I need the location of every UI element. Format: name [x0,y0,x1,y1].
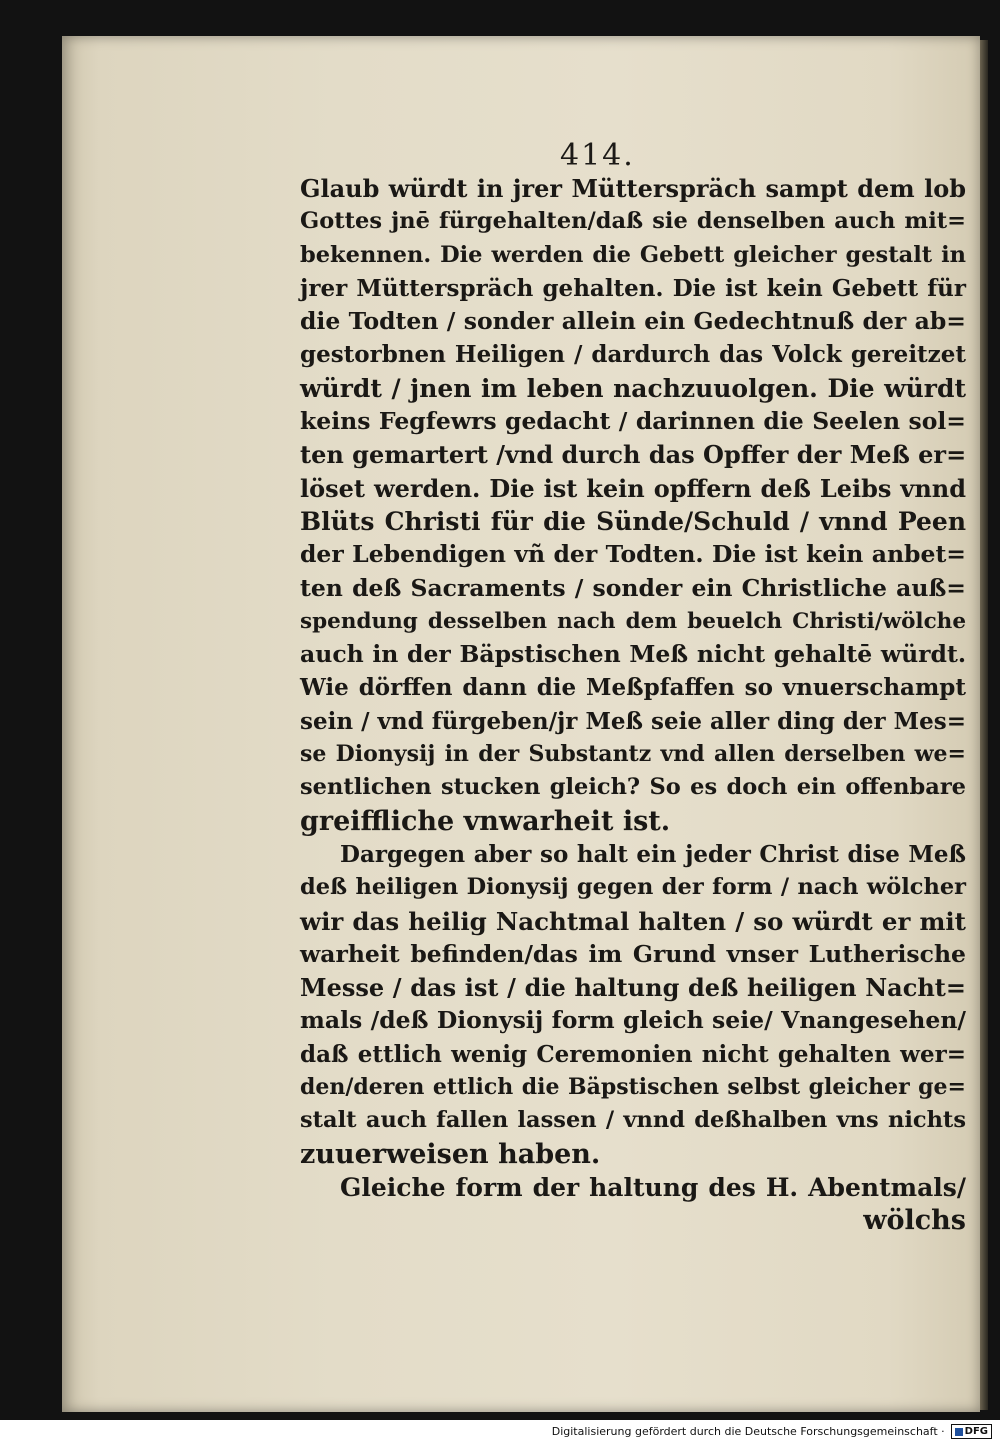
text-line: spendung desselben nach dem beuelch Christi/wölche [300,608,966,634]
text-line: der Lebendigen vñ der Todten. Die ist kein anbet= [300,540,966,569]
text-line: warheit befinden/das im Grund vnser Lutherische [300,939,966,968]
text-line: bekennen. Die werden die Gebett gleicher gestalt in [300,241,966,268]
text-line: stalt auch fallen lassen / vnnd deßhalben vns nichts [300,1107,966,1134]
body-text [300,172,966,1238]
text-line: se Dionysij in der Substantz vnd allen derselben we= [300,741,966,768]
text-line: würdt / jnen im leben nachzuuolgen. Die würdt [300,373,966,403]
text-line: zuuerweisen haben. [300,1138,601,1170]
dfg-mark-icon [955,1428,963,1436]
text-line: den/deren ettlich die Bäpstischen selbst gleicher ge= [300,1074,966,1101]
text-line: Gleiche form der haltung des H. Abentmals/ [340,1172,966,1202]
text-line: Dargegen aber so halt ein jeder Christ dise Meß [340,840,966,868]
page-number: 414. [560,138,635,173]
page-edge [980,40,988,1410]
funding-note: Digitalisierung gefördert durch die Deutsche Forschungsgemeinschaft · [551,1425,945,1438]
text-line: gestorbnen Heiligen / dardurch das Volck gereitzet [300,341,966,369]
text-line: sein / vnd fürgeben/jr Meß seie aller ding der Mes= [300,707,966,735]
dfg-logo-label: DFG [964,1426,988,1437]
text-line: Wie dörffen dann die Meßpfaffen so vnuerschampt [300,674,966,702]
text-line: daß ettlich wenig Ceremonien nicht gehalten wer= [300,1040,966,1068]
catchword: wölchs [863,1205,966,1237]
text-line: Glaub würdt in jrer Mütterspräch sampt dem lob [300,174,966,203]
text-line: ten deß Sacraments / sonder ein Christliche auß= [300,573,966,602]
text-line: Blüts Christi für die Sünde/Schuld / vnnd Peen [300,506,966,536]
text-line: deß heiligen Dionysij gegen der form / nach wölcher [300,874,966,901]
text-line: ten gemartert /vnd durch das Opffer der Meß er= [300,440,967,470]
text-line: auch in der Bäpstischen Meß nicht gehaltē würdt. [300,640,966,669]
dfg-logo [951,1424,992,1439]
footer-bar [0,1420,1000,1443]
text-line: Messe / das ist / die haltung deß heiligen Nacht= [300,973,966,1003]
text-line: keins Fegfewrs gedacht / darinnen die Seelen sol= [300,407,966,436]
text-line: mals /deß Dionysij form gleich seie/ Vnangesehen/ [300,1006,966,1035]
text-line: jrer Mütterspräch gehalten. Die ist kein Gebett für [300,274,966,302]
text-line: sentlichen stucken gleich? So es doch ein offenbare [300,774,966,801]
text-line: Gottes jnē fürgehalten/daß sie denselben auch mit= [300,208,966,235]
text-line: löset werden. Die ist kein opffern deß Leibs vnnd [300,473,966,503]
text-line: die Todten / sonder allein ein Gedechtnuß der ab= [300,307,966,336]
text-line: greiffliche vnwarheit ist. [300,805,671,837]
text-line: wir das heilig Nachtmal halten / so würdt er mit [300,906,966,936]
